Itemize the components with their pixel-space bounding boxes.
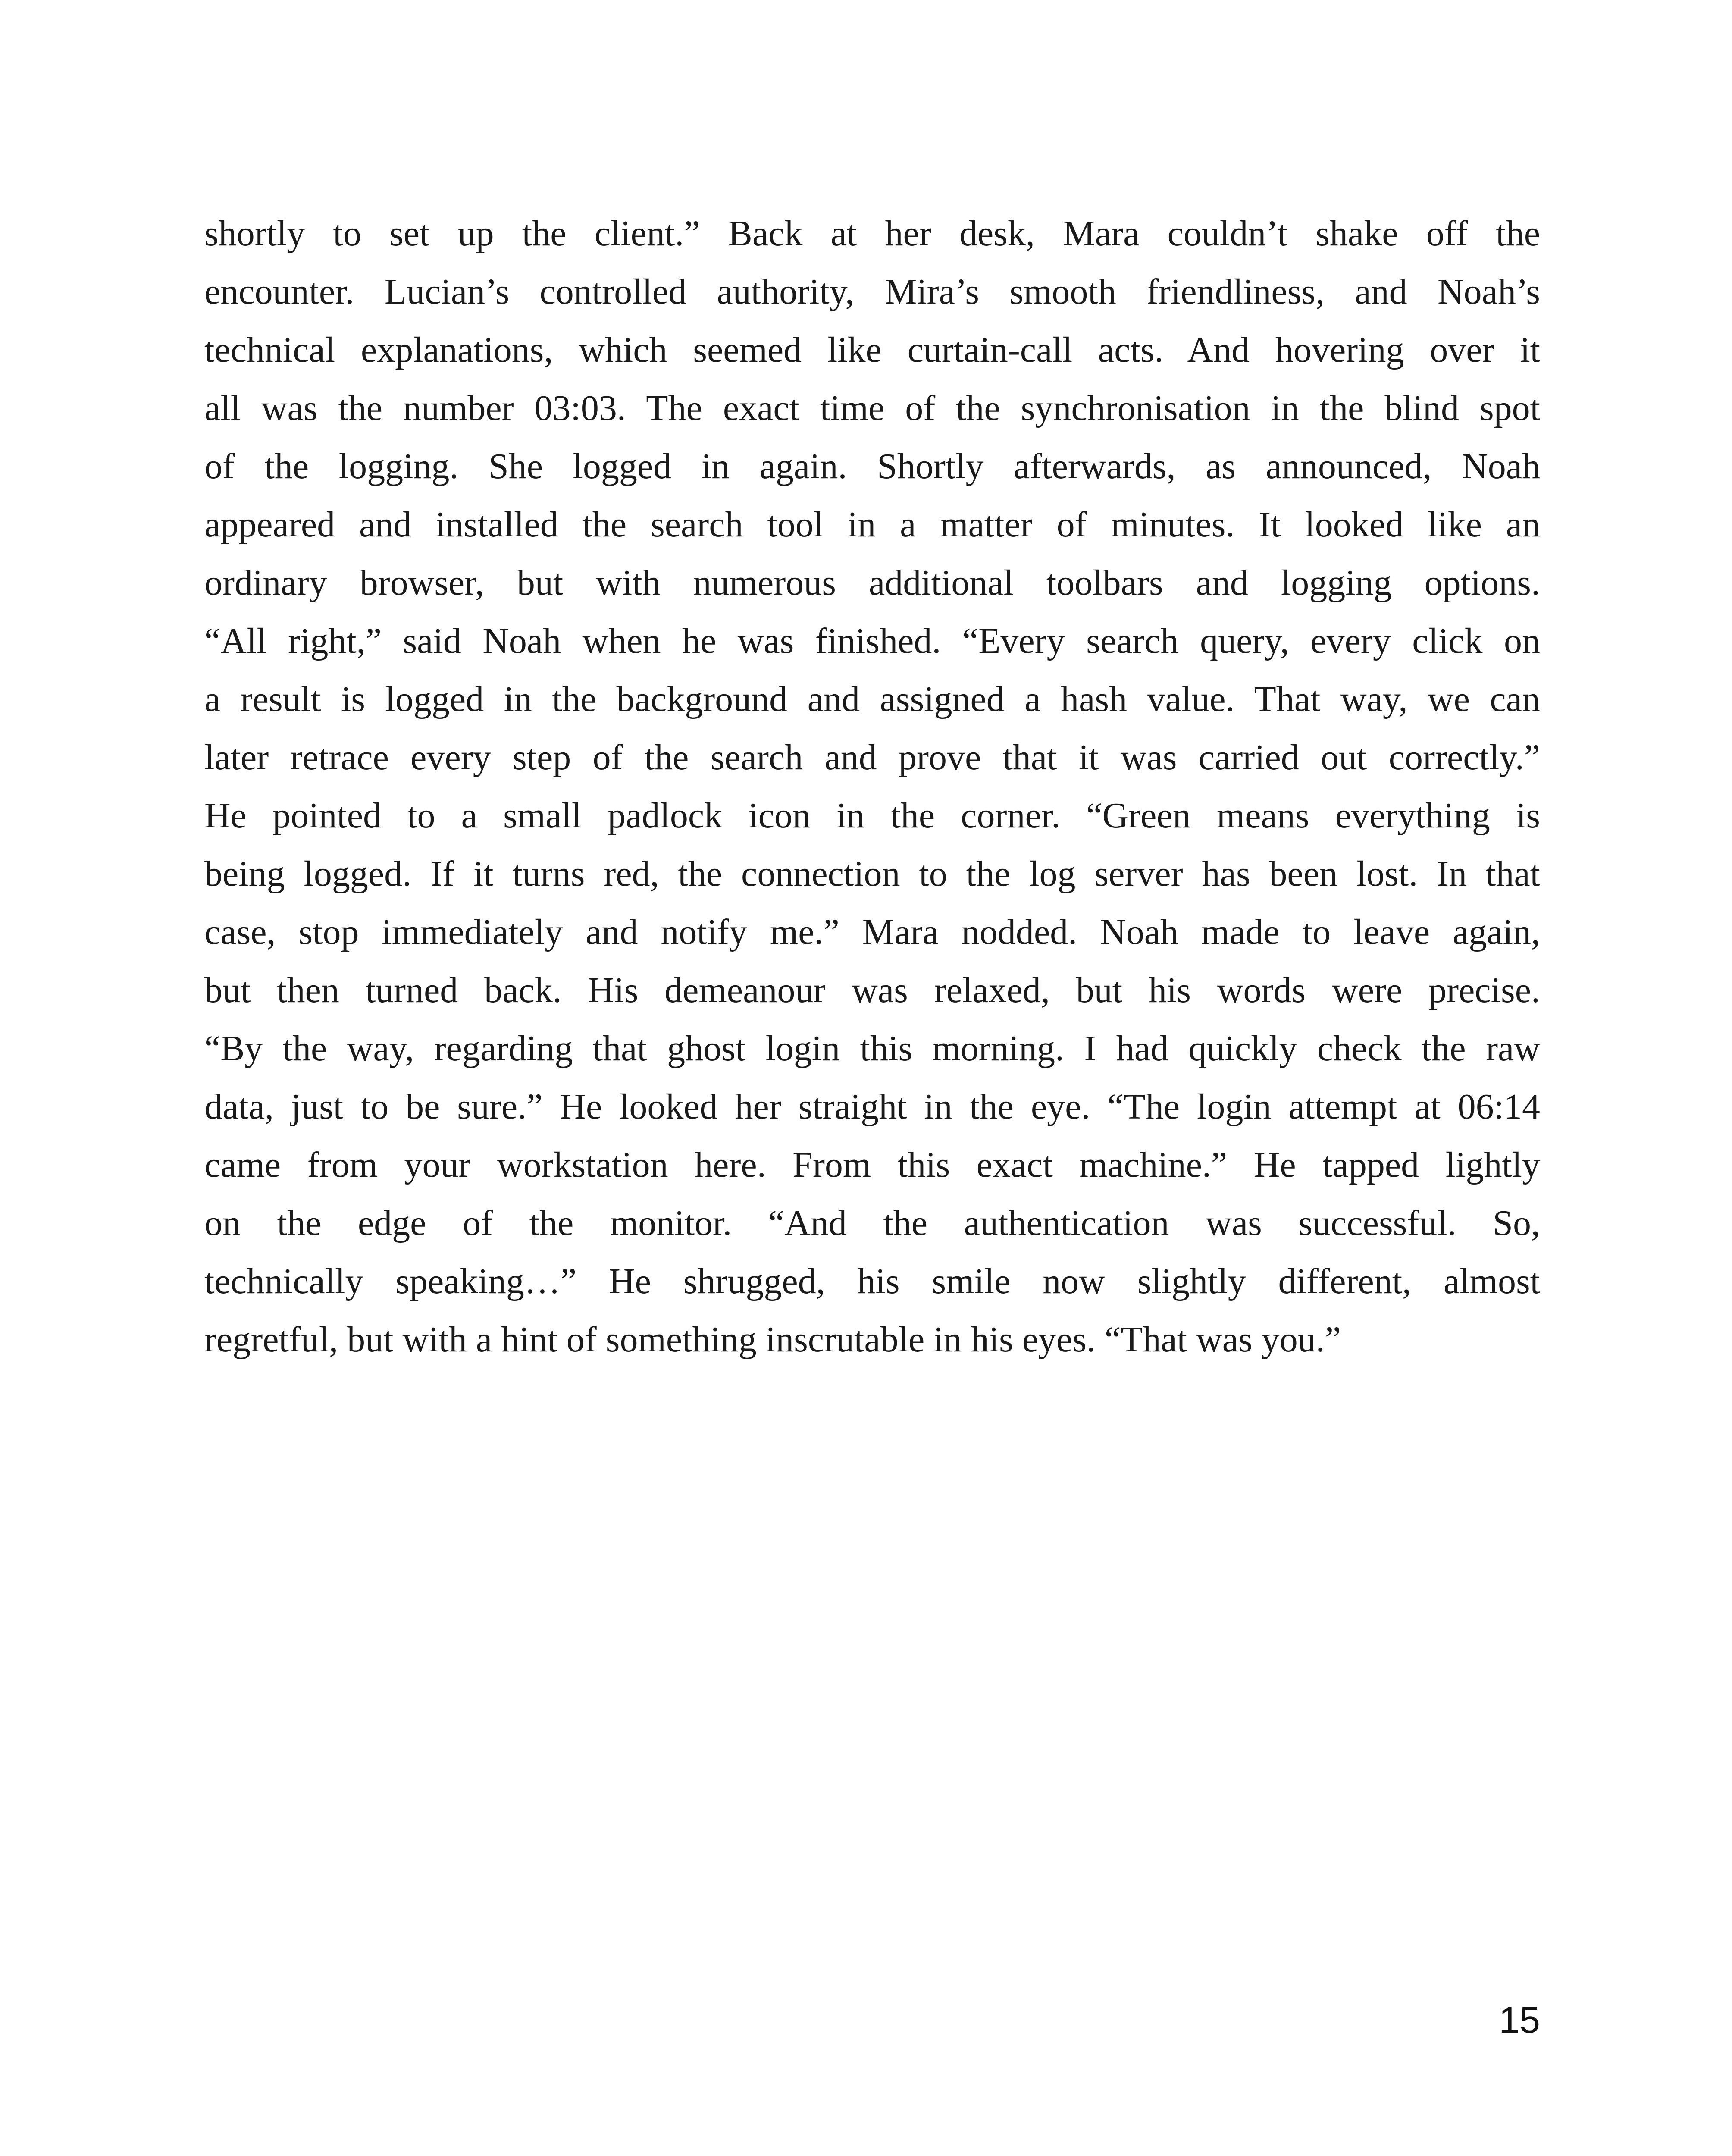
text-line: He pointed to a small padlock icon in the corner. “Green means everything is <box>204 796 1540 836</box>
text-line: being logged. If it turns red, the connection to the log server has been lost. In that <box>204 854 1540 894</box>
text-line: technically speaking…” He shrugged, his smile now slightly different, almost <box>204 1261 1540 1301</box>
text-line: technical explanations, which seemed like curtain-call acts. And hovering over it <box>204 330 1540 370</box>
text-line: shortly to set up the client.” Back at her desk, Mara couldn’t shake off the <box>204 213 1540 254</box>
text-line: of the logging. She logged in again. Shortly afterwards, as announced, Noah <box>204 446 1540 486</box>
text-line: encounter. Lucian’s controlled authority, Mira’s smooth friendliness, and Noah’s <box>204 272 1540 312</box>
text-line: later retrace every step of the search and prove that it was carried out correctly.” <box>204 737 1540 777</box>
text-line: all was the number 03:03. The exact time of the synchronisation in the blind spot <box>204 388 1540 428</box>
text-line: appeared and installed the search tool in a matter of minutes. It looked like an <box>204 505 1540 545</box>
text-line: regretful, but with a hint of something inscrutable in his eyes. “That was you.” <box>204 1319 1341 1360</box>
text-line: on the edge of the monitor. “And the authentication was successful. So, <box>204 1203 1540 1243</box>
body-paragraph <box>204 204 1540 1369</box>
text-line: ordinary browser, but with numerous additional toolbars and logging options. <box>204 563 1540 603</box>
text-line: a result is logged in the background and assigned a hash value. That way, we can <box>204 679 1540 719</box>
text-line: “By the way, regarding that ghost login this morning. I had quickly check the raw <box>204 1028 1540 1069</box>
text-line: “All right,” said Noah when he was finished. “Every search query, every click on <box>204 621 1540 661</box>
text-line: case, stop immediately and notify me.” Mara nodded. Noah made to leave again, <box>204 912 1540 952</box>
text-line: data, just to be sure.” He looked her straight in the eye. “The login attempt at 06:14 <box>204 1087 1540 1127</box>
text-line: but then turned back. His demeanour was relaxed, but his words were precise. <box>204 970 1540 1010</box>
page-number: 15 <box>1499 1999 1540 2041</box>
text-line: came from your workstation here. From this exact machine.” He tapped lightly <box>204 1145 1540 1185</box>
